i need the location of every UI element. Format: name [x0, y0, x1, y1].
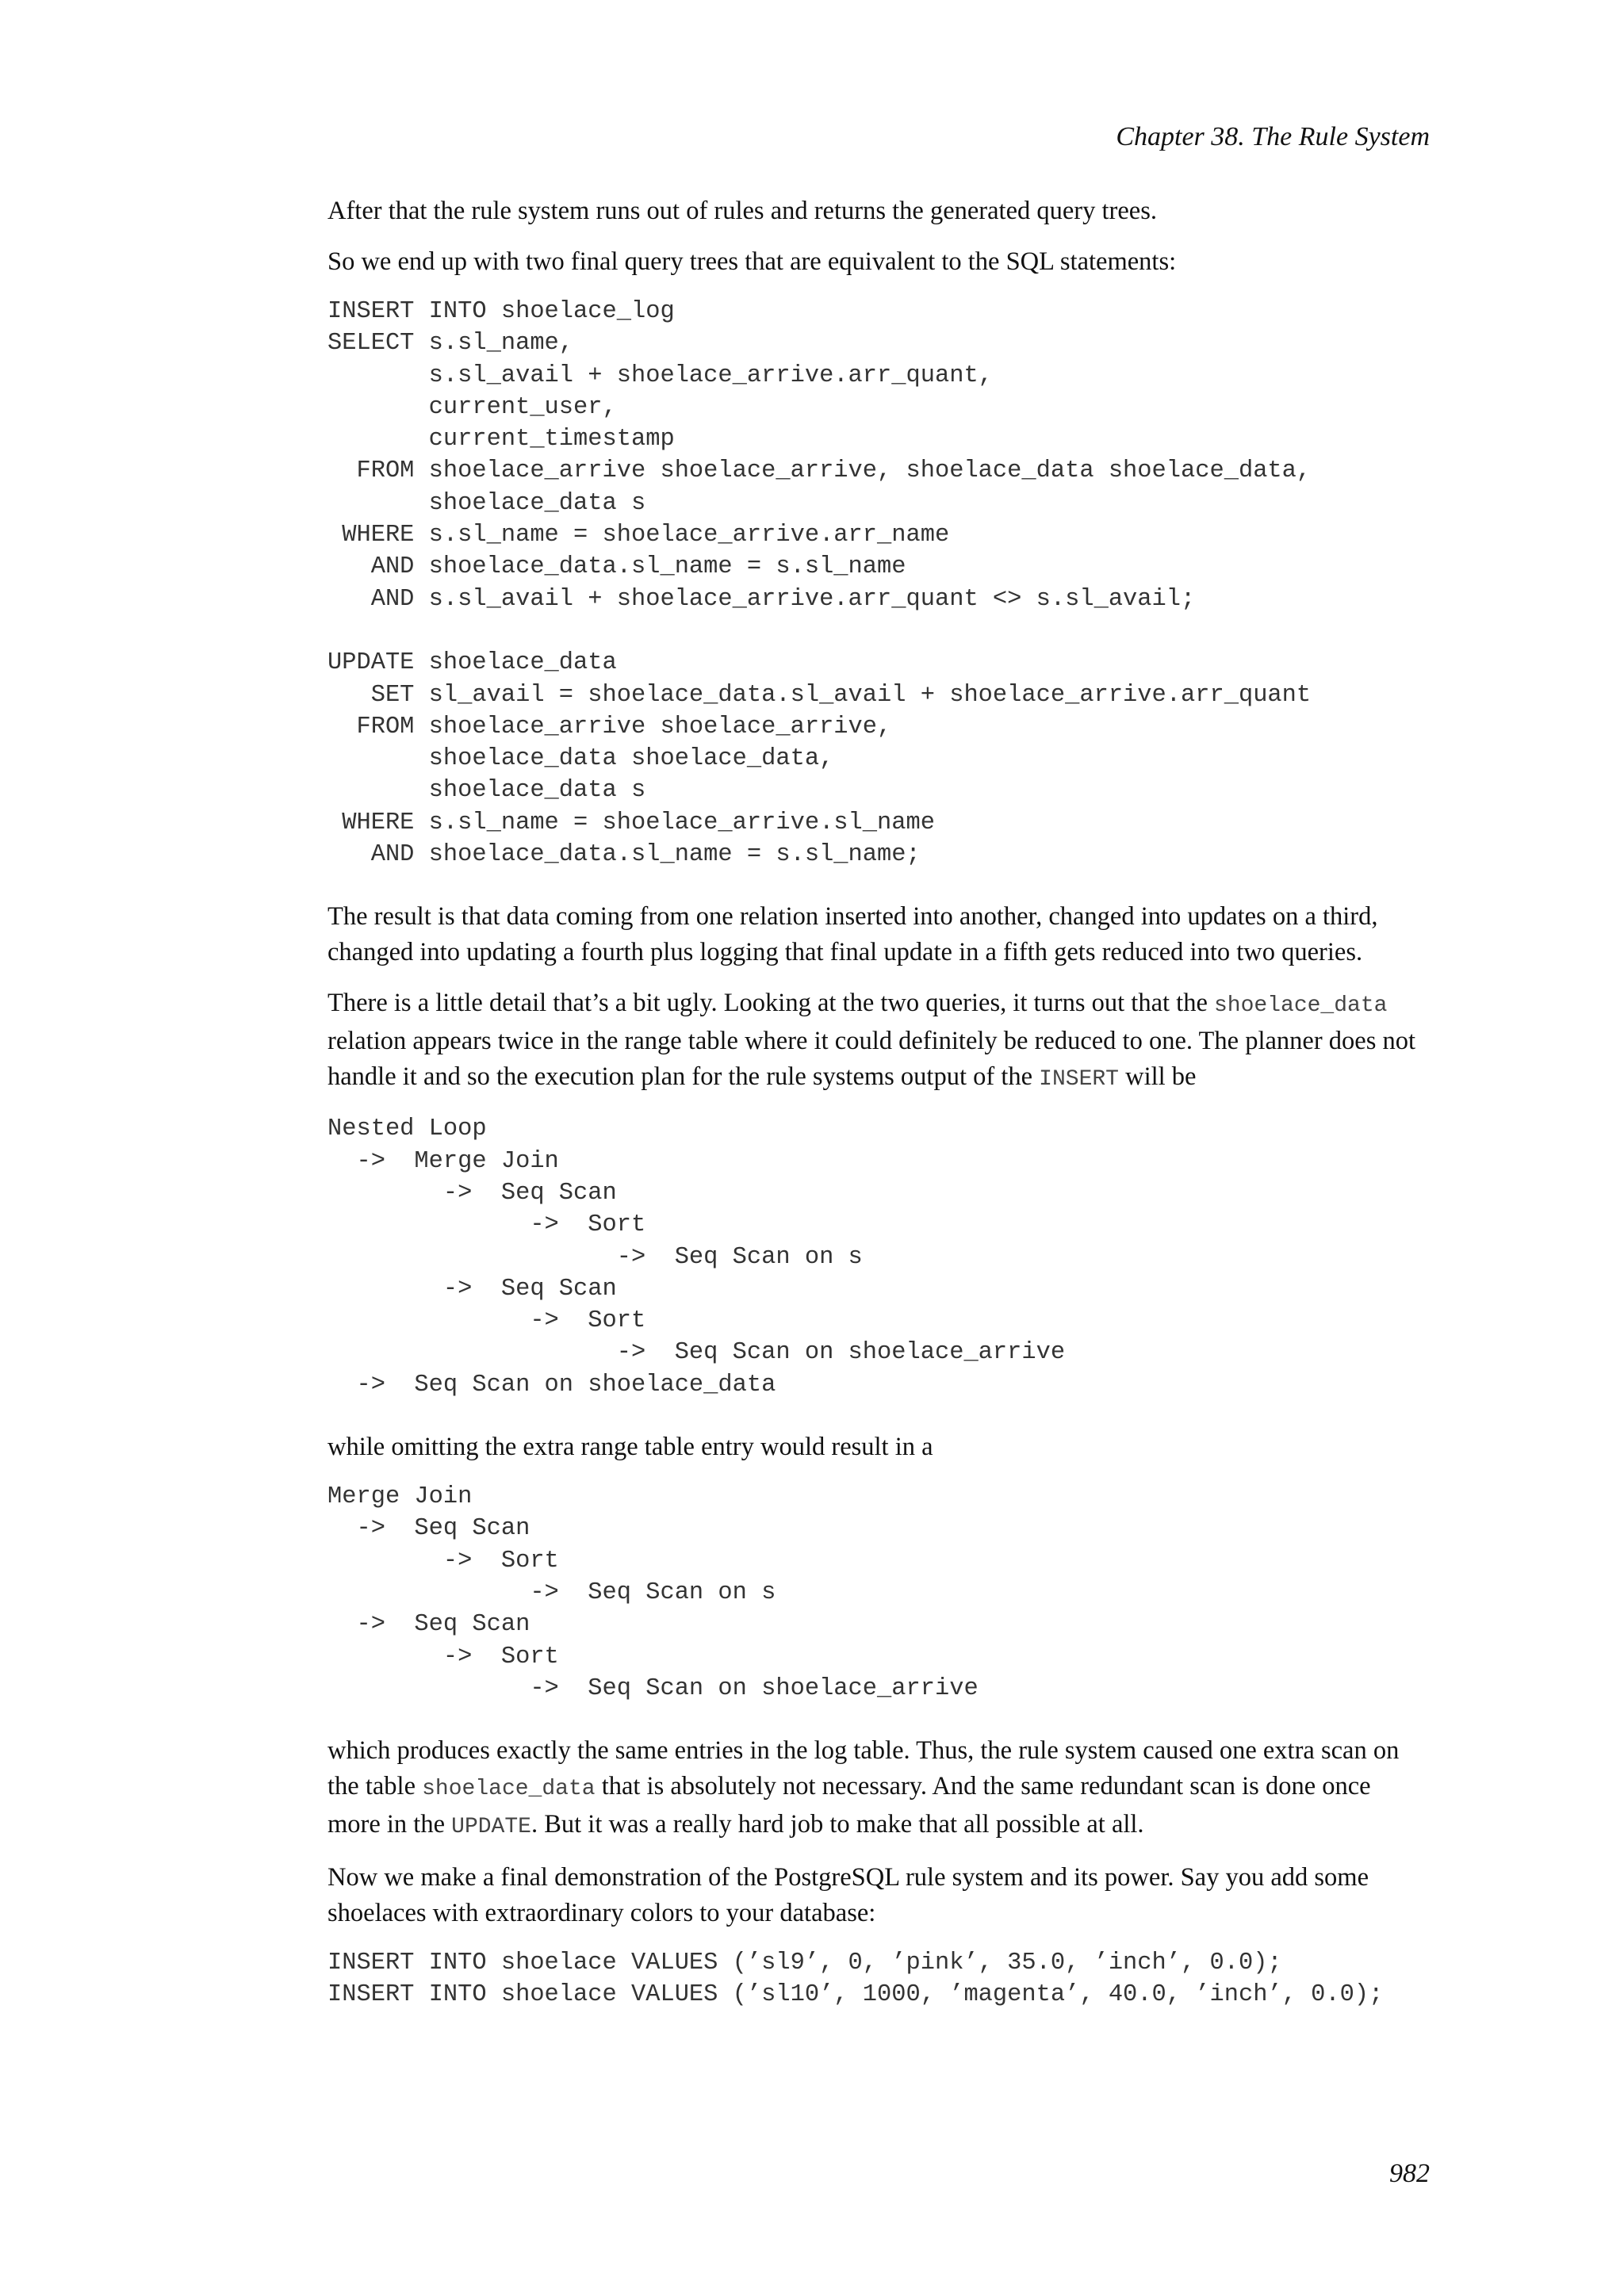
inline-code: INSERT — [1039, 1067, 1119, 1093]
code-block-sql-statements: INSERT INTO shoelace_log SELECT s.sl_name, s.sl_avail + shoelace_arrive.arr_quant, current_user, current_timestamp FROM shoelace_arrive shoelace_arrive, shoelace_data shoelace_data, shoelace_data s WHERE s.sl_name = shoelace_arrive.arr_name AND shoelace_data.sl_name = s.sl_name AND s.sl_avail + shoelace_arrive.arr_quant <> s.sl_avail; UPDATE shoelace_data SET sl_avail = shoelace_data.sl_avail + shoelace_arrive.arr_quant FROM shoelace_arrive shoelace_arrive, shoelace_data shoelace_data, shoelace_data s WHERE s.sl_name = shoelace_arrive.sl_name AND shoelace_data.sl_name = s.sl_name; — [327, 298, 1312, 869]
paragraph-text: which produces exactly the same entries in the log table. Thus, the rule system caused one extra scan on the table — [327, 1736, 1400, 1801]
paragraph-text: . But it was a really hard job to make that all possible at all. — [530, 1810, 1144, 1839]
paragraph-result-summary: The result is that data coming from one relation inserted into another, changed into updates on a third, changed into updating a fourth plus logging that final update in a fifth gets reduced into two queries. — [327, 902, 1378, 967]
inline-code: shoelace_data — [422, 1777, 596, 1802]
paragraph-text: that is absolutely not necessary. And the same redundant scan is done once more in the — [327, 1772, 1371, 1839]
paragraph-final-query-trees: So we end up with two final query trees that are equivalent to the SQL statements: — [327, 247, 1177, 276]
code-block-insert-shoelaces: INSERT INTO shoelace VALUES (’sl9’, 0, ’pink’, 35.0, ’inch’, 0.0); INSERT INTO shoelace VALUES (’sl10’, 1000, ’magenta’, 40.0, ’inch’, 0.0); — [327, 1950, 1384, 2009]
code-block-nested-loop-plan: Nested Loop -> Merge Join -> Seq Scan -> Sort -> Seq Scan on s -> Seq Scan -> Sort -> Seq Scan on shoelace_arrive -> Seq Scan on shoelace_data — [327, 1115, 1066, 1399]
page-body — [327, 193, 1430, 2040]
paragraph-ugly-detail — [327, 985, 1430, 1097]
paragraph-omitting-entry: while omitting the extra range table entry would result in a — [327, 1433, 933, 1462]
paragraph-rule-system-done: After that the rule system runs out of rules and returns the generated query trees. — [327, 197, 1157, 225]
document-page — [327, 0, 1430, 2296]
paragraph-text: There is a little detail that’s a bit ugly. Looking at the two queries, it turns out that the — [327, 989, 1214, 1018]
page-number: 982 — [1389, 2159, 1430, 2188]
paragraph-text: will be — [1118, 1062, 1197, 1092]
running-header: Chapter 38. The Rule System — [1116, 122, 1430, 151]
inline-code: UPDATE — [451, 1815, 531, 1840]
paragraph-extra-scan — [327, 1733, 1430, 1845]
code-block-merge-join-plan: Merge Join -> Seq Scan -> Sort -> Seq Scan on s -> Seq Scan -> Sort -> Seq Scan on shoelace_arrive — [327, 1483, 979, 1702]
paragraph-text: relation appears twice in the range table where it could definitely be reduced to one. The planner does not handle it and so the execution plan for the rule systems output of the — [327, 1027, 1415, 1092]
paragraph-final-demonstration: Now we make a final demonstration of the PostgreSQL rule system and its power. Say you add some shoelaces with extraordinary colors to your database: — [327, 1863, 1369, 1928]
inline-code: shoelace_data — [1214, 993, 1388, 1019]
